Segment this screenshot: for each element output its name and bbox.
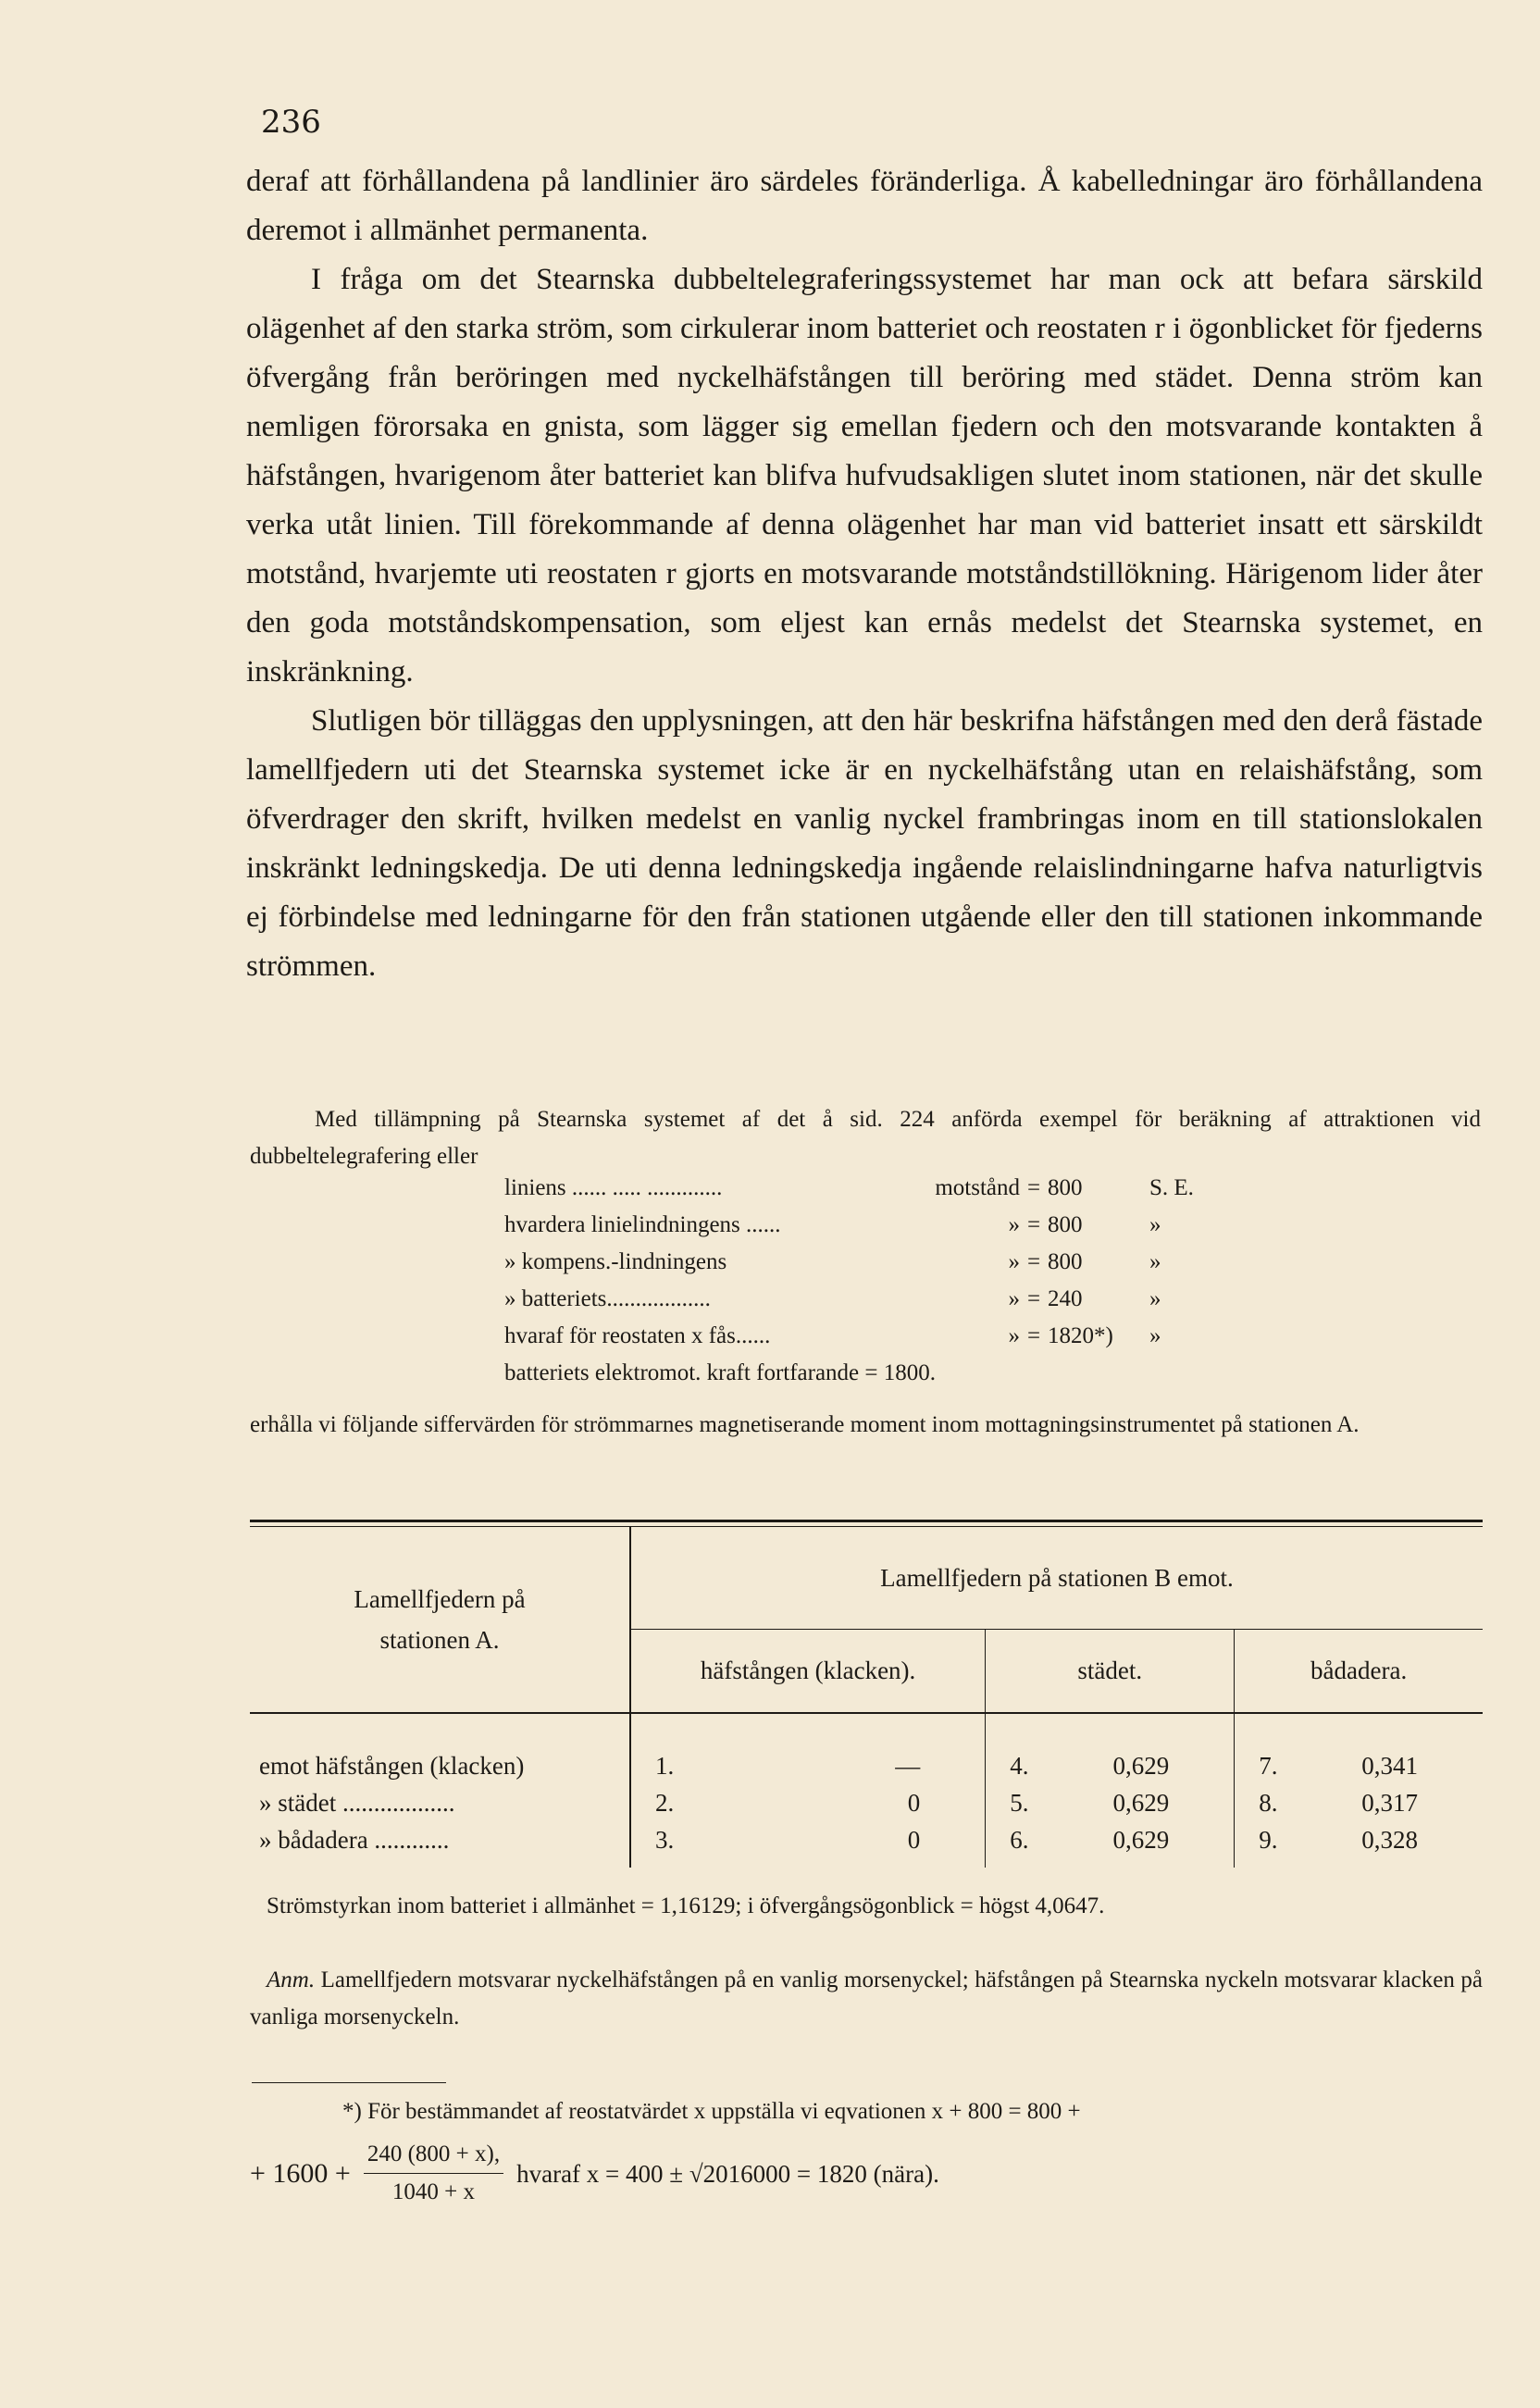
table-top-rule bbox=[250, 1520, 1483, 1527]
calc-unit: » bbox=[1149, 1249, 1161, 1274]
corner-line-1: Lamellfjedern på bbox=[354, 1585, 526, 1613]
calc-label: liniens ...... ..... ............. bbox=[504, 1175, 723, 1200]
fraction-denominator: 1040 + x bbox=[391, 2179, 476, 2204]
calc-mid: » bbox=[1008, 1212, 1020, 1237]
calc-row-last bbox=[504, 1355, 1245, 1392]
calc-mid: motstånd bbox=[935, 1175, 1020, 1200]
cell-value: 0,629 bbox=[1112, 1788, 1170, 1817]
calc-row bbox=[504, 1281, 1245, 1318]
calc-unit: S. E. bbox=[1149, 1175, 1194, 1200]
cell-value: 0,341 bbox=[1361, 1751, 1418, 1780]
cell-value: 0,629 bbox=[1112, 1751, 1170, 1780]
cell-value: 0 bbox=[907, 1825, 921, 1854]
calc-row bbox=[504, 1207, 1245, 1244]
calc-row bbox=[504, 1244, 1245, 1281]
calc-unit: » bbox=[1149, 1212, 1161, 1237]
calc-value: 240 bbox=[1048, 1286, 1083, 1311]
row-label: emot häfstången (klacken) bbox=[250, 1747, 630, 1784]
annotation bbox=[250, 1962, 1483, 2036]
annotation-text: Lamellfjedern motsvarar nyckelhäfstången på en vanlig morsenyckel; häfstången på Stearnska nyckeln motsvarar klacken på vanliga morsenyckeln. bbox=[250, 1967, 1483, 2029]
calc-label: » kompens.-lindningens bbox=[504, 1249, 727, 1274]
results-table bbox=[250, 1527, 1483, 1868]
paragraph-3: Slutligen bör tilläggas den upplysningen, att den här beskrifna häfstången med den derå fästade lamellfjedern uti det Stearnska systemet icke är en nyckelhäfstång utan en relaishäfstång, som öfverdrager den skrift, hvilken medelst en vanlig nyckel frambringas inom en till stationslokalen inskränkt ledningskedja. De uti denna ledningskedja ingående relaislindningarne hafva naturligtvis ej förbindelse med ledningarne för den från stationen utgående eller den till stationen inkommande strömmen. bbox=[246, 704, 1483, 983]
calc-unit: » bbox=[1149, 1286, 1161, 1311]
cell-index: 8. bbox=[1259, 1788, 1278, 1817]
calc-eq: = bbox=[1026, 1323, 1041, 1348]
cell-value: 0,328 bbox=[1361, 1825, 1418, 1854]
footnote-rule bbox=[252, 2082, 446, 2083]
table-row bbox=[250, 1747, 1483, 1784]
calc-mid: » bbox=[1008, 1323, 1020, 1348]
annotation-label: Anm. bbox=[267, 1967, 316, 1992]
table-row bbox=[250, 1821, 1483, 1868]
calc-value: 800 bbox=[1048, 1212, 1083, 1237]
body-text bbox=[246, 157, 1483, 991]
cell-index: 6. bbox=[1010, 1825, 1029, 1854]
cell-value: 0,317 bbox=[1361, 1788, 1418, 1817]
example-intro: Med tillämpning på Stearnska systemet af det å sid. 224 anförda exempel för beräkning af attraktionen vid dubbeltelegrafering eller bbox=[250, 1107, 1481, 1169]
cell-index: 2. bbox=[655, 1788, 675, 1817]
current-strength-note: Strömstyrkan inom batteriet i allmänhet = 1,16129; i öfvergångsögonblick = högst 4,0647. bbox=[267, 1893, 1105, 1918]
footnote-line-1: *) För bestämmandet af reostatvärdet x uppställa vi eqvationen x + 800 = 800 + bbox=[342, 2099, 1081, 2124]
row-label: » städet .................. bbox=[250, 1784, 630, 1821]
cell-index: 5. bbox=[1010, 1788, 1029, 1817]
calc-value: 1820*) bbox=[1048, 1323, 1113, 1348]
equation-fraction bbox=[364, 2136, 503, 2211]
equation-result: hvaraf x = 400 ± √2016000 = 1820 (nära). bbox=[516, 2159, 939, 2188]
cell-value: — bbox=[895, 1751, 921, 1780]
calc-eq: = bbox=[1026, 1212, 1041, 1237]
fraction-numerator: 240 (800 + x), bbox=[364, 2136, 503, 2174]
cell-index: 7. bbox=[1259, 1751, 1278, 1780]
cell-index: 3. bbox=[655, 1825, 675, 1854]
calc-row bbox=[504, 1170, 1245, 1207]
calc-last-line: batteriets elektromot. kraft fortfarande = 1800. bbox=[504, 1360, 937, 1385]
example-after: erhålla vi följande siffervärden för strömmarnes magnetiserande moment inom mottagningsinstrumentet på stationen A. bbox=[250, 1412, 1360, 1437]
calc-value: 800 bbox=[1048, 1249, 1083, 1274]
calc-unit: » bbox=[1149, 1323, 1161, 1348]
column-header: häfstången (klacken). bbox=[630, 1630, 986, 1713]
equation-prefix: + 1600 + bbox=[250, 2157, 351, 2189]
corner-line-2: stationen A. bbox=[379, 1626, 500, 1654]
cell-index: 9. bbox=[1259, 1825, 1278, 1854]
column-header: städet. bbox=[986, 1630, 1235, 1713]
calc-mid: » bbox=[1008, 1286, 1020, 1311]
calc-label: » batteriets.................. bbox=[504, 1286, 711, 1311]
footnote-equation bbox=[250, 2136, 1483, 2211]
calc-value: 800 bbox=[1048, 1175, 1083, 1200]
calc-eq: = bbox=[1026, 1286, 1041, 1311]
row-label: » bådadera ............ bbox=[250, 1821, 630, 1868]
calc-mid: » bbox=[1008, 1249, 1020, 1274]
cell-value: 0 bbox=[907, 1788, 921, 1817]
footnote bbox=[250, 2093, 1483, 2211]
cell-index: 1. bbox=[655, 1751, 675, 1780]
table-corner-header bbox=[250, 1527, 630, 1713]
table-row bbox=[250, 1784, 1483, 1821]
group-header: Lamellfjedern på stationen B emot. bbox=[630, 1527, 1483, 1630]
calc-row bbox=[504, 1318, 1245, 1355]
results-table-wrap bbox=[250, 1520, 1483, 1868]
column-header: bådadera. bbox=[1310, 1657, 1408, 1685]
cell-value: 0,629 bbox=[1112, 1825, 1170, 1854]
calc-label: hvaraf för reostaten x fås...... bbox=[504, 1323, 771, 1348]
cell-index: 4. bbox=[1010, 1751, 1029, 1780]
page-number: 236 bbox=[261, 104, 321, 141]
calculation-list bbox=[504, 1170, 1245, 1392]
calc-eq: = bbox=[1026, 1249, 1041, 1274]
paragraph-1: deraf att förhållandena på landlinier äro särdeles föränderliga. Å kabelledningar äro förhållandena deremot i allmänhet permanenta. bbox=[246, 165, 1483, 247]
calc-eq: = bbox=[1026, 1175, 1041, 1200]
calc-label: hvardera linielindningens ...... bbox=[504, 1212, 781, 1237]
paragraph-2: I fråga om det Stearnska dubbeltelegraferingssystemet har man ock att befara särskild olägenhet af den starka ström, som cirkulerar inom batteriet och reostaten r i ögonblicket för fjederns öfvergång från beröringen med nyckelhäfstången till beröring med städet. Denna ström kan nemligen förorsaka en gnista, som lägger sig emellan fjedern och den motsvarande kontakten å häfstången, hvarigenom åter batteriet kan blifva hufvudsakligen slutet inom stationen, när det skulle verka utåt linien. Till förekommande af denna olägenhet har man vid batteriet insatt ett särskildt motstånd, hvarjemte uti reostaten r gjorts en motsvarande motståndstillökning. Härigenom lider åter den goda motståndskompensation, som eljest kan ernås medelst det Stearnska systemet, en inskränkning. bbox=[246, 263, 1483, 689]
